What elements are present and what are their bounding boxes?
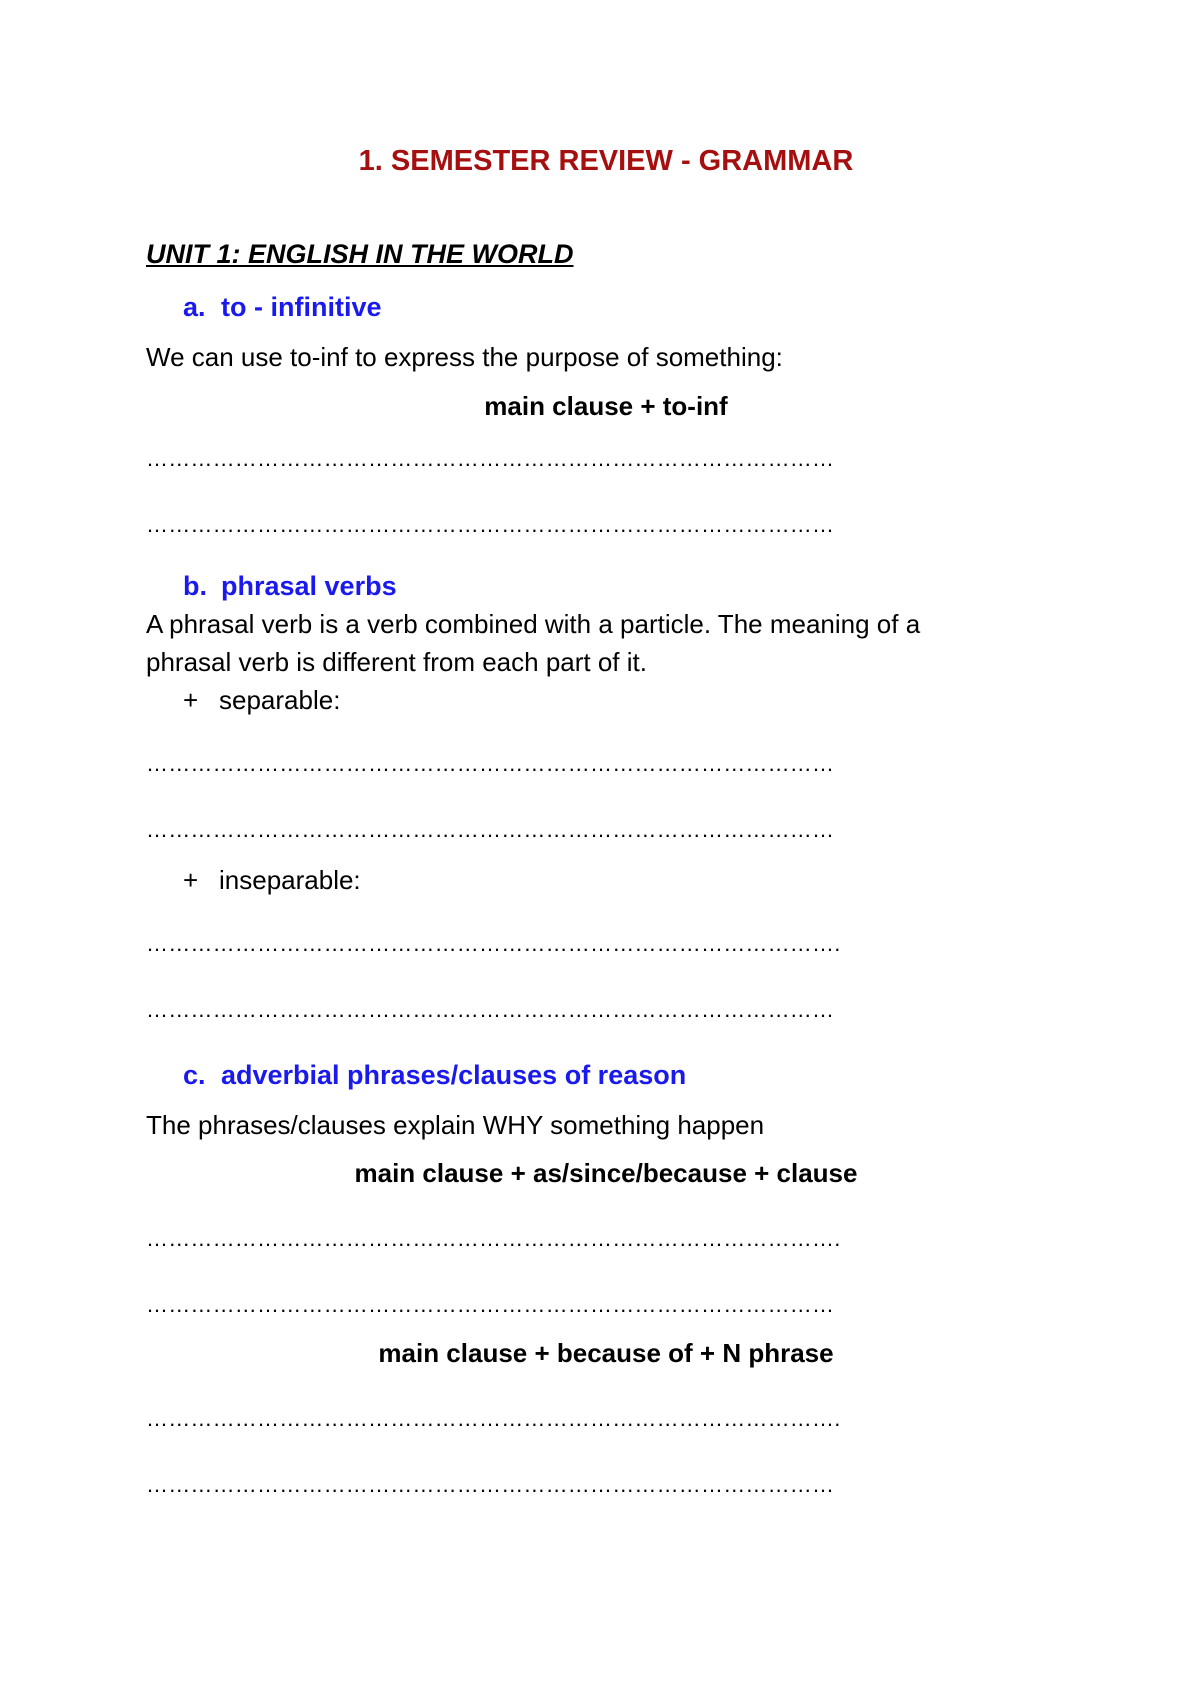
plus-bullet-icon: + — [183, 865, 199, 895]
answer-line: ………………………………………………………………………………… — [146, 512, 835, 537]
answer-line: …………………………………………………………………………………. — [146, 931, 841, 956]
answer-line: ………………………………………………………………………………… — [146, 817, 835, 842]
answer-line: …………………………………………………………………………………. — [146, 1406, 841, 1431]
section-c-title: adverbial phrases/clauses of reason — [221, 1060, 687, 1090]
separable-bullet — [183, 683, 340, 717]
section-b-text-line2: phrasal verb is different from each part of it. — [146, 647, 647, 677]
section-b-title: phrasal verbs — [221, 571, 397, 601]
unit-heading: UNIT 1: ENGLISH IN THE WORLD — [146, 239, 574, 269]
answer-line: ………………………………………………………………………………… — [146, 1472, 835, 1497]
section-c-text: The phrases/clauses explain WHY something happen — [146, 1110, 765, 1140]
section-a-formula: main clause + to-inf — [484, 391, 728, 421]
section-c-label: c. — [183, 1060, 206, 1090]
plus-bullet-icon: + — [183, 685, 199, 715]
section-a-heading — [183, 290, 381, 324]
section-a-label: a. — [183, 292, 206, 322]
section-c-heading — [183, 1058, 686, 1092]
page-title: 1. SEMESTER REVIEW - GRAMMAR — [358, 145, 854, 177]
section-b-heading — [183, 569, 397, 603]
section-b-text-line1: A phrasal verb is a verb combined with a particle. The meaning of a — [146, 609, 921, 639]
section-c-formula-1: main clause + as/since/because + clause — [354, 1158, 858, 1188]
answer-line: ………………………………………………………………………………… — [146, 446, 835, 471]
answer-line: ………………………………………………………………………………… — [146, 1292, 835, 1317]
answer-line: ………………………………………………………………………………… — [146, 751, 835, 776]
inseparable-label: inseparable: — [219, 865, 361, 895]
section-a-title: to - infinitive — [221, 292, 382, 322]
section-c-formula-2: main clause + because of + N phrase — [378, 1338, 834, 1368]
section-a-text: We can use to-inf to express the purpose of something: — [146, 342, 783, 372]
answer-line: …………………………………………………………………………………. — [146, 1226, 841, 1251]
separable-label: separable: — [219, 685, 341, 715]
inseparable-bullet — [183, 863, 361, 897]
section-b-label: b. — [183, 571, 207, 601]
answer-line: ………………………………………………………………………………… — [146, 997, 835, 1022]
